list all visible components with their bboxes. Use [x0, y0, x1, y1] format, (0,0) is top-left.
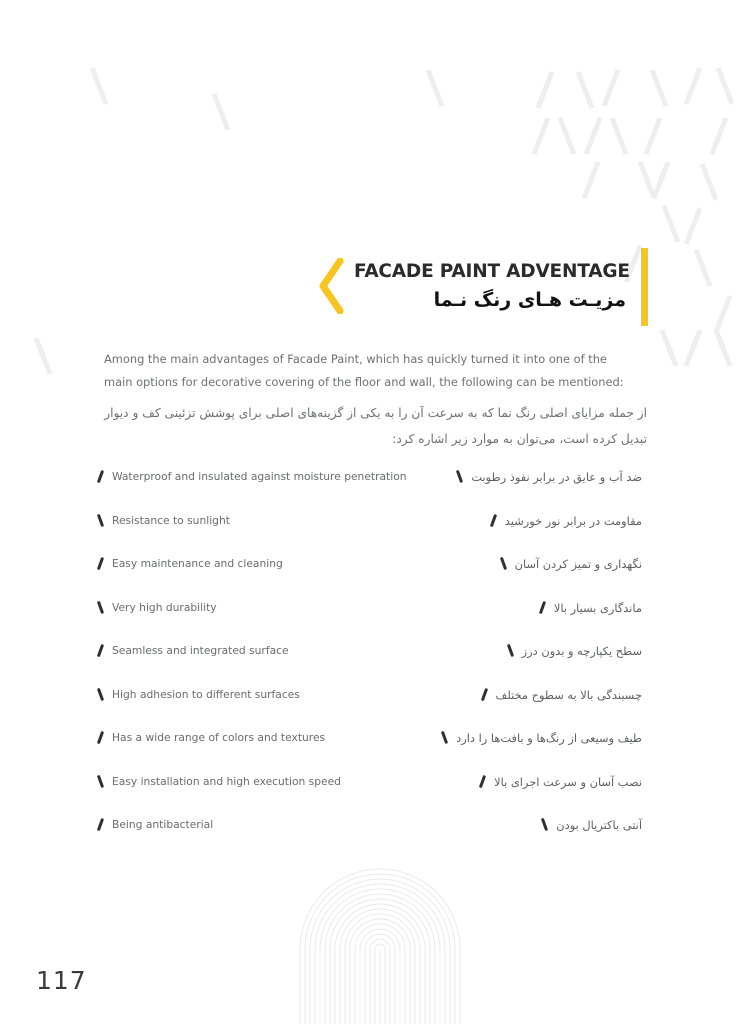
backslash-bullet-icon	[96, 644, 105, 658]
advantage-label-fa: چسبندگی بالا به سطوح مختلف	[495, 687, 642, 702]
backslash-bullet-icon	[96, 731, 105, 745]
title-text-group	[354, 248, 630, 315]
advantage-label-fa: سطح یکپارچه و بدون درز	[521, 644, 642, 658]
advantage-label-fa: مقاومت در برابر نور خورشید	[504, 513, 642, 528]
advantage-item-en	[96, 468, 407, 486]
backslash-bullet-icon	[538, 601, 547, 615]
advantage-label-en: Easy maintenance and cleaning	[112, 557, 283, 570]
page-title-en: FACADE PAINT ADVENTAGE	[354, 261, 630, 282]
advantage-item-en	[96, 512, 230, 530]
advantage-row	[96, 599, 642, 643]
backslash-bullet-icon	[96, 818, 105, 832]
advantage-row	[96, 816, 642, 860]
advantage-item-fa	[506, 642, 642, 660]
advantage-item-fa	[478, 773, 642, 791]
slash-bullet-icon	[96, 601, 105, 615]
title-accent-bar	[641, 248, 648, 326]
slash-bullet-icon	[96, 775, 105, 789]
backslash-bullet-icon	[478, 775, 487, 789]
backslash-bullet-icon	[96, 470, 105, 484]
advantage-row	[96, 729, 642, 773]
advantage-label-en: Easy installation and high execution speed	[112, 774, 341, 788]
slash-bullet-icon	[506, 644, 515, 658]
advantage-item-en	[96, 729, 325, 747]
advantage-item-en	[96, 773, 341, 791]
advantage-item-fa	[499, 555, 642, 573]
slash-bullet-icon	[455, 470, 464, 484]
advantage-row	[96, 468, 642, 512]
advantage-item-en	[96, 555, 283, 573]
advantage-row	[96, 512, 642, 556]
page-title-block	[318, 248, 648, 326]
intro-paragraph-en: Among the main advantages of Facade Paint, which has quickly turned it into one of the main options for decorative covering of the floor and wall, the following can be mentioned:	[104, 352, 624, 389]
page-title-fa: مزیـت هـای رنگ نـما	[433, 289, 626, 311]
advantage-item-fa	[540, 816, 642, 834]
advantage-label-fa: طیف وسیعی از رنگ‌ها و بافت‌ها را دارد	[456, 731, 642, 745]
advantage-item-en	[96, 642, 289, 660]
advantage-item-en	[96, 599, 217, 617]
slash-bullet-icon	[96, 688, 105, 702]
advantage-label-fa: ضد آب و عایق در برابر نفوذ رطوبت	[471, 470, 642, 484]
advantage-label-en: Seamless and integrated surface	[112, 644, 289, 657]
slash-bullet-icon	[540, 818, 549, 832]
advantage-item-fa	[440, 729, 642, 747]
slash-bullet-icon	[96, 514, 105, 528]
advantage-row	[96, 555, 642, 599]
backslash-bullet-icon	[480, 688, 489, 702]
advantage-label-fa: نصب آسان و سرعت اجرای بالا	[494, 774, 642, 789]
advantage-row	[96, 773, 642, 817]
advantage-label-en: Waterproof and insulated against moisture penetration	[112, 470, 407, 483]
advantage-item-en	[96, 816, 213, 834]
chevron-left-icon	[318, 258, 344, 314]
advantage-label-fa: نگهداری و تمیز کردن آسان	[514, 557, 642, 571]
backslash-bullet-icon	[489, 514, 498, 528]
advantage-item-en	[96, 686, 300, 704]
advantage-label-en: Resistance to sunlight	[112, 513, 230, 527]
advantage-label-en: Being antibacterial	[112, 818, 214, 831]
backslash-bullet-icon	[96, 557, 105, 571]
advantage-item-fa	[455, 468, 642, 486]
advantage-label-en: High adhesion to different surfaces	[112, 687, 300, 701]
advantage-row	[96, 686, 642, 730]
advantage-item-fa	[480, 686, 642, 704]
intro-paragraph-fa: از جمله مزایای اصلی رنگ نما که به سرعت آن را به یکی از گزینه‌های اصلی برای پوشش تزئینی کف و دیوار تبدیل کرده است، می‌توان به موارد زیر اشاره کرد:	[104, 406, 647, 446]
advantage-label-en: Has a wide range of colors and textures	[112, 731, 326, 744]
advantage-label-fa: آنتی باکتریال بودن	[556, 818, 642, 832]
slash-bullet-icon	[440, 731, 449, 745]
advantage-row	[96, 642, 642, 686]
slash-bullet-icon	[499, 557, 508, 571]
advantage-item-fa	[489, 512, 642, 530]
advantage-label-fa: ماندگاری بسیار بالا	[553, 600, 642, 615]
advantage-item-fa	[538, 599, 642, 617]
advantages-list	[96, 468, 642, 860]
concentric-arch-rings	[295, 859, 465, 1024]
advantage-label-en: Very high durability	[112, 600, 217, 614]
page-number: 117	[36, 966, 87, 995]
